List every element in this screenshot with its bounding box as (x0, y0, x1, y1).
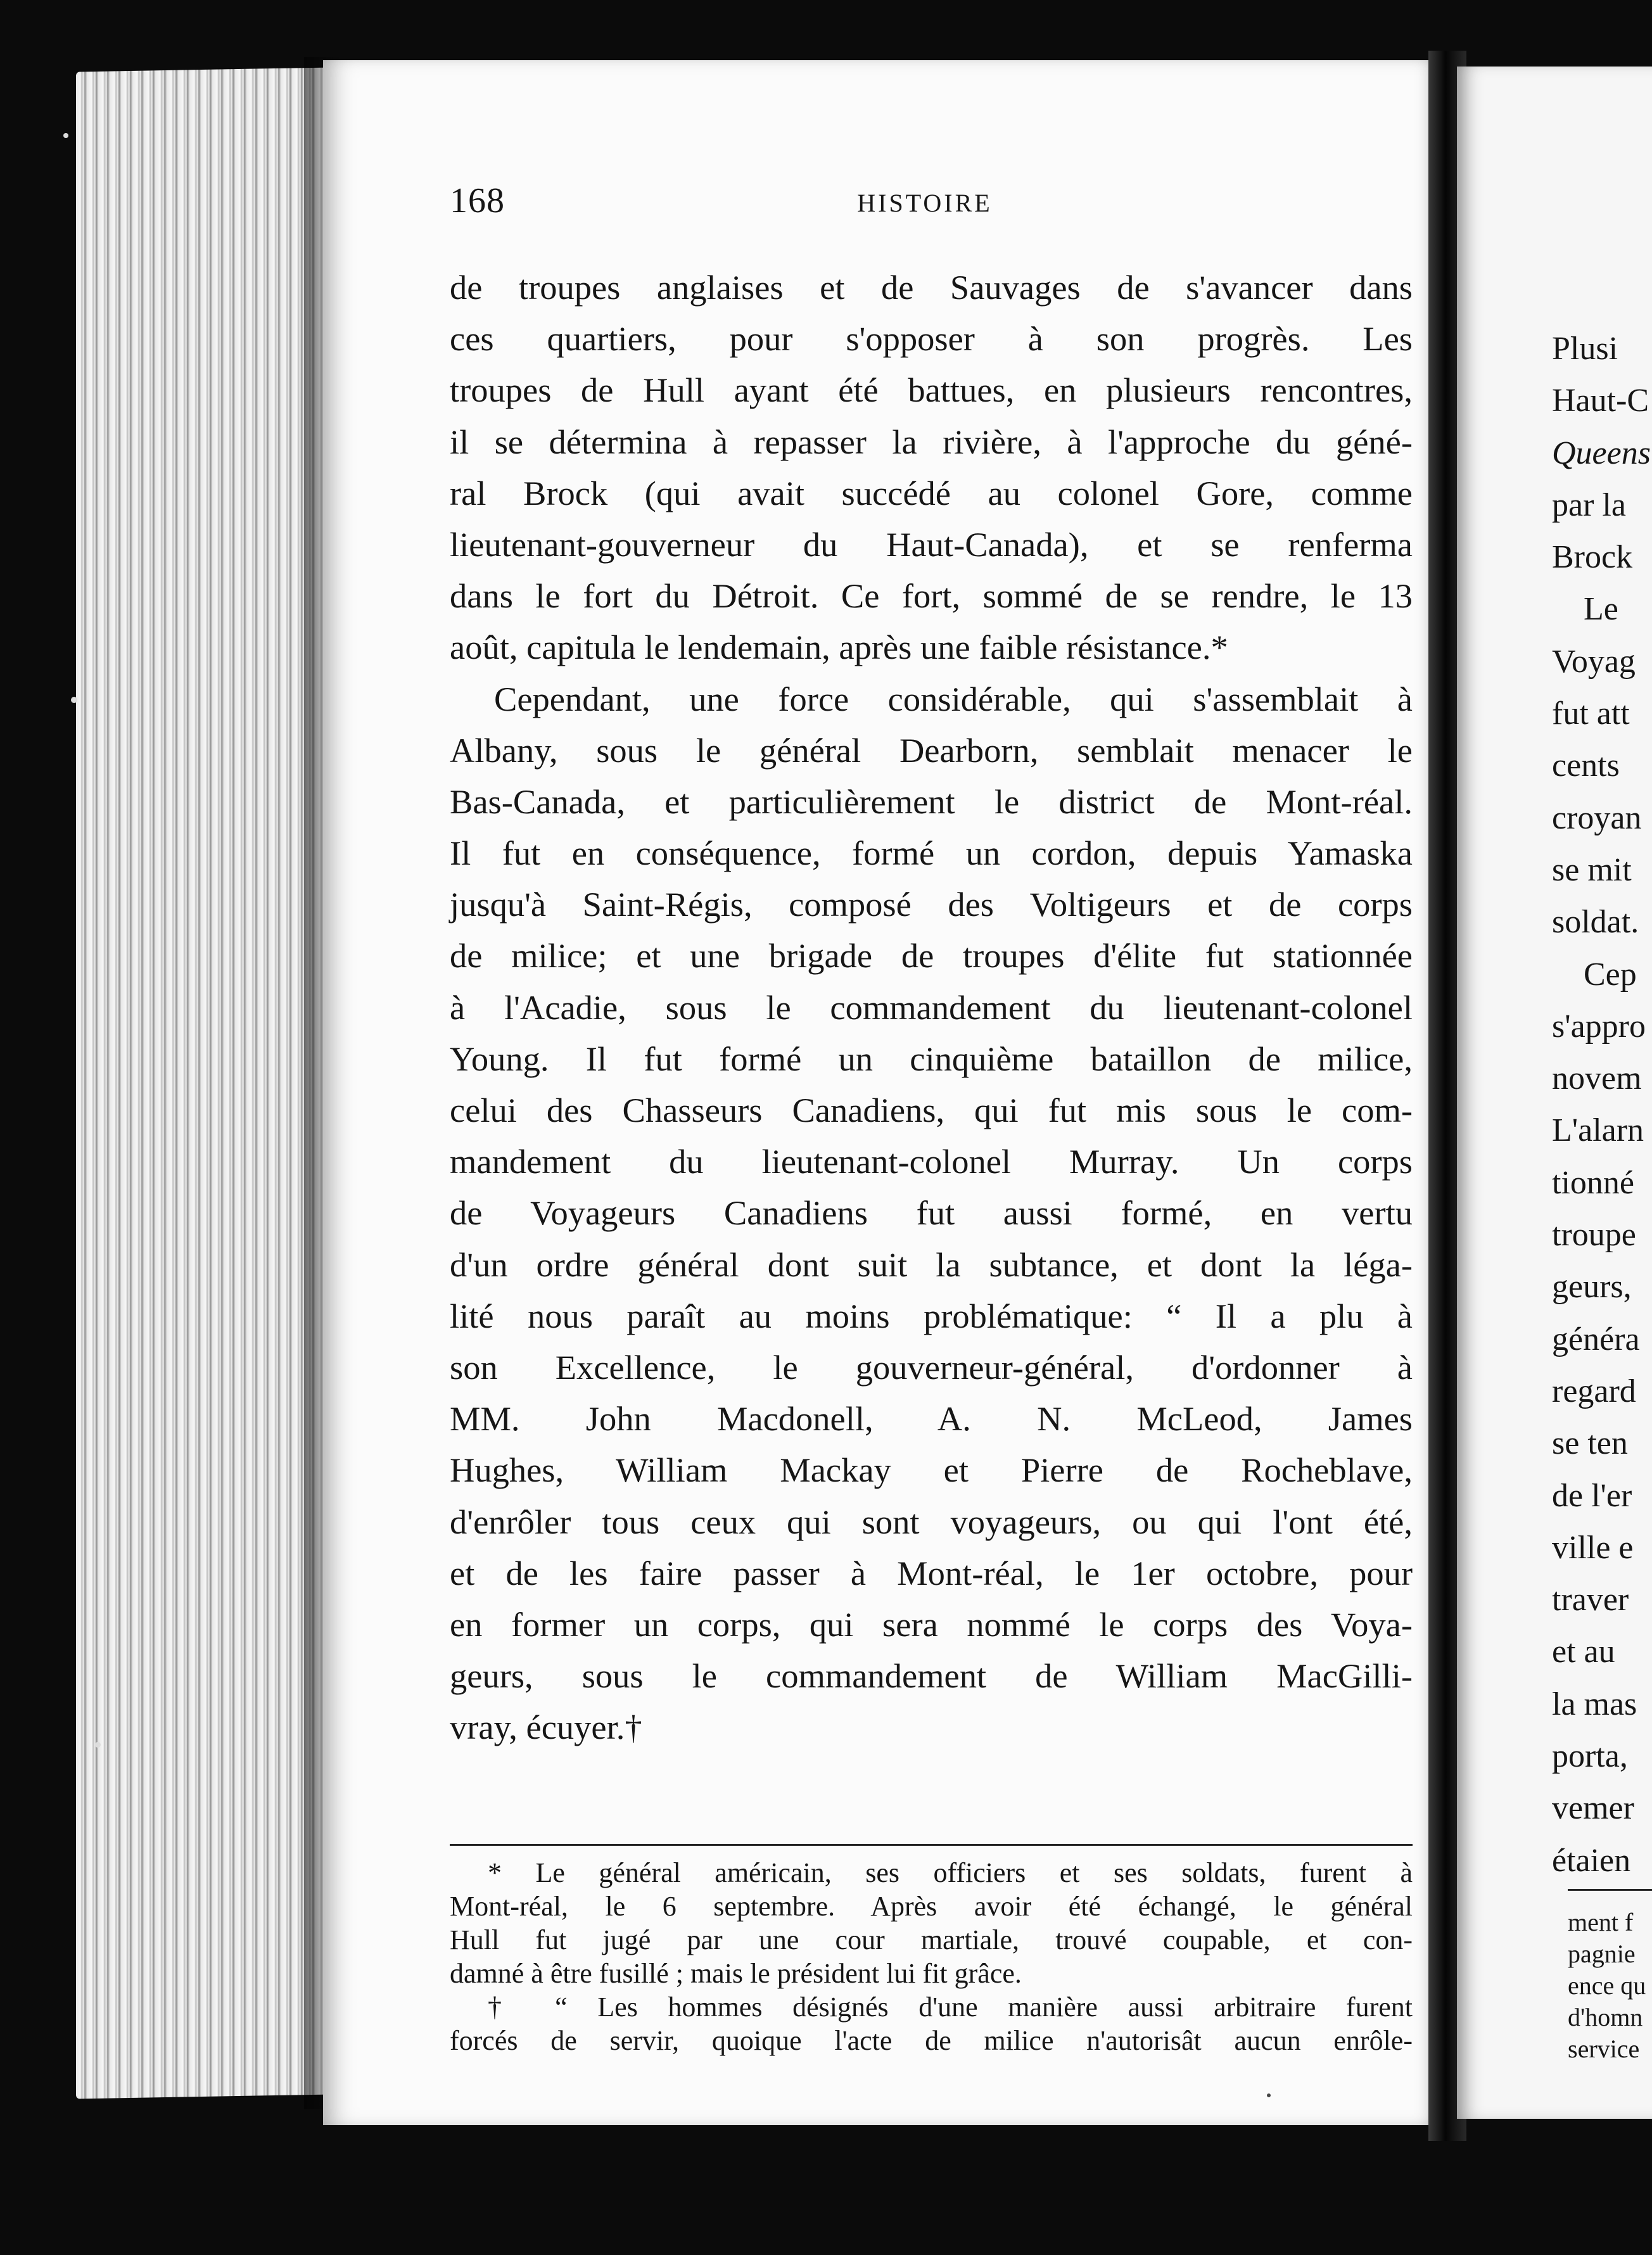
right-text-line: se ten (1552, 1425, 1628, 1462)
text-line: dans le fort du Détroit. Ce fort, sommé de se rendre, le 13 (450, 576, 1413, 616)
text-line: Cependant, une force considérable, qui s'assemblait à (494, 679, 1413, 718)
right-text-line: porta, (1552, 1738, 1628, 1775)
text-line: son Excellence, le gouverneur-général, d'ordonner à (450, 1347, 1413, 1387)
text-line: troupes de Hull ayant été battues, en plusieurs rencontres, (450, 371, 1413, 410)
right-text-line: Haut-C (1552, 383, 1649, 419)
right-text-line: troupe (1552, 1217, 1636, 1254)
text-line: d'enrôler tous ceux qui sont voyageurs, ou qui l'ont été, (450, 1502, 1413, 1541)
book-page-right (1457, 67, 1652, 2119)
text-line: celui des Chasseurs Canadiens, qui fut mis sous le com- (450, 1091, 1413, 1129)
right-text-line: soldat. (1552, 904, 1639, 941)
right-text-line: ville e (1552, 1529, 1634, 1566)
right-text-line: Plusi (1552, 331, 1618, 367)
text-line: vray, écuyer.† (450, 1708, 642, 1747)
text-line: Albany, sous le général Dearborn, semblait menacer le (450, 730, 1413, 770)
text-line: de Voyageurs Canadiens fut aussi formé, en vertu (450, 1193, 1413, 1233)
right-text-line: cents (1552, 747, 1620, 784)
right-text-line: la mas (1552, 1686, 1637, 1722)
right-text-line: se mit (1552, 851, 1632, 888)
right-text-line: traver (1552, 1582, 1629, 1618)
text-line: il se détermina à repasser la rivière, à l'approche du géné- (450, 422, 1413, 461)
text-line: geurs, sous le commandement de William MacGilli- (450, 1656, 1413, 1696)
right-text-line: vemer (1552, 1790, 1634, 1827)
page-number: 168 (450, 181, 505, 220)
text-line: Il fut en conséquence, formé un cordon, depuis Yamaska (450, 834, 1413, 873)
right-footnote-line: d'homn (1568, 2003, 1643, 2031)
footnote-line: * Le général américain, ses officiers et ses soldats, furent à (488, 1857, 1413, 1888)
right-text-line: Queens (1552, 435, 1651, 471)
right-text-line: croyan (1552, 799, 1642, 836)
text-line: d'un ordre général dont suit la subtance, et dont la léga- (450, 1245, 1413, 1284)
footnote-line: forcés de servir, quoique l'acte de milice n'autorisât aucun enrôle- (450, 2025, 1413, 2056)
text-line: mandement du lieutenant-colonel Murray. Un corps (450, 1142, 1413, 1181)
text-line: en former un corps, qui sera nommé le corps des Voya- (450, 1604, 1413, 1644)
book-page-left (323, 60, 1438, 2125)
footnote-line: Mont-réal, le 6 septembre. Après avoir été échangé, le général (450, 1891, 1413, 1922)
right-text-line: fut att (1552, 696, 1630, 732)
right-text-line: L'alarn (1552, 1112, 1644, 1149)
right-text-line: Brock (1552, 539, 1633, 576)
text-line: ces quartiers, pour s'opposer à son progrès. Les (450, 319, 1413, 359)
right-text-line: Cep (1584, 956, 1637, 993)
text-line: jusqu'à Saint-Régis, composé des Voltigeurs et de corps (450, 885, 1413, 924)
text-line: et de les faire passer à Mont-réal, le 1er octobre, pour (450, 1553, 1413, 1592)
footnote-rule (450, 1844, 1413, 1846)
footnote-line: † “ Les hommes désignés d'une manière aussi arbitraire furent (488, 1991, 1413, 2023)
text-line: août, capitula le lendemain, après une faible résistance.* (450, 628, 1228, 667)
right-text-line: étaien (1552, 1842, 1631, 1879)
right-text-line: s'appro (1552, 1008, 1646, 1045)
page-header (450, 181, 1400, 238)
running-head: HISTOIRE (857, 189, 993, 217)
text-line: Bas-Canada, et particulièrement le district de Mont-réal. (450, 782, 1413, 821)
right-text-line: de l'er (1552, 1477, 1632, 1514)
right-text-line: novem (1552, 1060, 1642, 1097)
right-footnote-rule (1568, 1889, 1652, 1891)
right-footnote-line: ment f (1568, 1908, 1634, 1936)
scan-speck (71, 697, 77, 703)
text-line: ral Brock (qui avait succédé au colonel Gore, comme (450, 473, 1413, 512)
scan-speck (63, 133, 68, 138)
right-text-line: regard (1552, 1373, 1636, 1409)
right-text-line: Voyag (1552, 643, 1636, 680)
right-text-line: tionné (1552, 1164, 1634, 1201)
right-text-line: Le (1584, 591, 1618, 628)
text-line: Hughes, William Mackay et Pierre de Rocheblave, (450, 1451, 1413, 1490)
text-line: MM. John Macdonell, A. N. McLeod, James (450, 1399, 1413, 1439)
right-text-line: geurs, (1552, 1269, 1632, 1305)
text-line: lité nous paraît au moins problématique: “ Il a plu à (450, 1296, 1413, 1335)
ink-speck (1267, 2093, 1271, 2097)
body-text (450, 262, 1413, 1753)
right-footnote-line: service (1568, 2035, 1640, 2063)
right-text-line: par la (1552, 486, 1626, 523)
text-line: de troupes anglaises et de Sauvages de s'avancer dans (450, 268, 1413, 307)
scan-speck (95, 1742, 101, 1748)
footnotes (450, 1856, 1413, 2057)
footnote-line: Hull fut jugé par une cour martiale, trouvé coupable, et con- (450, 1924, 1413, 1955)
right-text-line: généra (1552, 1321, 1640, 1357)
text-line: de milice; et une brigade de troupes d'élite fut stationnée (450, 936, 1413, 975)
right-footnote-line: pagnie (1568, 1940, 1636, 1968)
text-line: lieutenant-gouverneur du Haut-Canada), et se renferma (450, 524, 1413, 564)
right-page-text (1552, 323, 1652, 1887)
text-line: à l'Acadie, sous le commandement du lieutenant-colonel (450, 988, 1413, 1027)
right-page-footnotes (1568, 1907, 1646, 2065)
right-text-line: et au (1552, 1634, 1615, 1670)
text-line: Young. Il fut formé un cinquième bataillon de milice, (450, 1039, 1413, 1078)
footnote-line: damné à être fusillé ; mais le président lui fit grâce. (450, 1958, 1022, 1989)
book-page-edges (76, 68, 329, 2099)
right-footnote-line: ence qu (1568, 1971, 1646, 2000)
